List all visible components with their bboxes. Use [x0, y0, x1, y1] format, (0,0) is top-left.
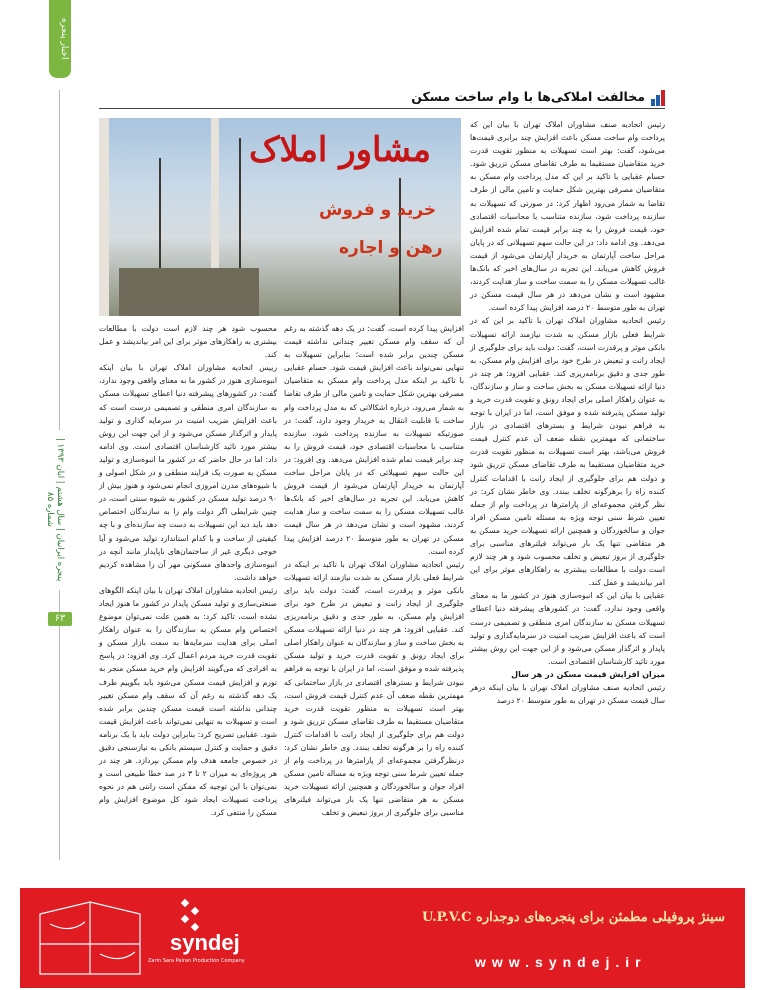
brand-subtitle: Zarin Sara Pairan Production Company — [148, 958, 245, 964]
article-column-right — [470, 118, 665, 707]
bar-chart-icon — [651, 90, 665, 106]
paragraph: افزایش پیدا کرده است، گفت: در یک دهه گذشته به رغم آن که سقف وام مسکن تغییر چندانی نداشته قیمت مسکن چندین برابر شده است؛ بنابراین تسهیلات به تنهایی نمی‌تواند باعث افزایش قیمت شود. حسام عقبایی با تاکید بر اینکه مدل پرداخت وام مسکن به متقاضیان مصرفی بهترین شکل حمایت و تامین مالی از طرف تقاضا به شمار می‌رود، درباره اشکالاتی که به مدل پرداخت وام ساخت با قابلیت انتقال به خریدار وجود دارد، گفت: در صورتیکه تسهیلات به سازنده پرداخت شود، سازنده متناسب با محاسبات اقتصادی خود، قیمت فروش را به چند برابر قیمت تمام شده افزایش می‌دهد. وی افزود: در این حالت سهم تسهیلاتی که در پایان مراحل ساخت آپارتمان به خریدار آپارتمان می‌شود از قیمت فروش کاهش می‌یابد. این تجربه در سال‌های اخیر که بانک‌ها غالب تسهیلات مسکن را به سمت ساخت و ساز هدایت کردند، مشهود است و نشان می‌دهد در هر سال قیمت مسکن در تهران به طور متوسط ۲۰ درصد افزایش پیدا کرده است. — [284, 324, 465, 556]
section-tab — [49, 0, 71, 78]
article-title-bar — [411, 88, 665, 108]
paragraph: رئیس اتحادیه صنف مشاوران املاک تهران با بیان این که پرداخت وام ساخت مسکن باعث افزایش چند برابری قیمت‌ها می‌شود، گفت: بهتر است تسهیلات به منظور تقویت قدرت خرید متقاضیان مستقیما به طرف تقاضای مسکن تزریق شود. حسام عقبایی با تاکید بر این که مدل پرداخت وام مسکن به متقاضیان مصرفی بهترین شکل حمایت و تامین مالی از طرف تقاضا به شمار می‌رود اظهار کرد: در صورتی که تسهیلات به سازنده پرداخت شود، سازنده متناسب با محاسبات اقتصادی خود، قیمت فروش را به چند برابر قیمت تمام شده افزایش می‌دهد. وی ادامه داد: در این حالت سهم تسهیلاتی که در پایان مراحل ساخت آپارتمان به خریدار آپارتمان می‌شود از قیمت فروش کاهش می‌یابد. این تجربه در سال‌های اخیر که بانک‌ها غالب تسهیلات مسکن را به سمت ساخت و ساز هدایت کردند، مشهود است و نشان می‌دهد در هر سال قیمت مسکن در تهران به طور متوسط ۲۰ درصد افزایش پیدا کرده است. — [470, 120, 665, 313]
paragraph: محسوب شود هر چند لازم است دولت با مطالعات بیشتری به راهکارهای موثر برای این امر بیاندیشد و عمل کند. — [99, 324, 277, 360]
paragraph: رئیس اتحادیه مشاوران املاک تهران با تاکید بر این که در شرایط فعلی بازار مسکن به شدت نیازمند ارائه تسهیلات بانکی موثر و پرقدرت است، گفت: دولت باید برای جلوگیری از ایجاد رانت و تبعیض در طرح خود برای افزایش وام مسکن، به طور جدی و دقیق برنامه‌ریزی کند. عقبایی افزود: هر چند در دنیا ارائه تسهیلات مسکن به بخش ساخت و ساز و سازندگان، به عنوان راهکار اصلی برای ایجاد رونق و تقویت قدرت خرید و تولید مسکن پذیرفته شده و موفق است، اما در ایران با توجه به فراهم نبودن شرایط و بسترهای اقتصادی در بازار ساختمانی که مهمترین نقطه ضعف آن عدم کنترل قیمت فروش می‌باشد، بهتر است تسهیلات به منظور تقویت قدرت خرید متقاضیان مستقیما به طرف تقاضای مسکن تزریق شود و دولت هم برای جلوگیری از ایجاد رانت با اقدامات کنترل کننده راه را برهرگونه تخلف ببندد. وی خاطر نشان کرد: در نظر گرفتن مجموعه‌ای از پارامترها در پرداخت وام از جمله تعیین شرط سنی توجه ویژه به مسئله تامین مسکن افراد جوان و سالخوردگان و همچنین ارائه تسهیلات خرید مسکن به هر متقاضی تنها یک بار می‌تواند فیلترهای مناسبی برای جلوگیری از بروز تبعیض و تخلف محسوب شود و هر چند لازم است دولت با مطالعات بیشتری به راهکارهای موثر برای این امر بیاندیشد و عمل کند. — [470, 316, 665, 588]
ad-website-link[interactable]: www.syndej.ir — [475, 954, 647, 970]
title-divider — [99, 108, 665, 109]
article-title: مخالفت املاکی‌ها با وام ساخت مسکن — [411, 89, 645, 104]
ad-slogan: سینژ پروفیلی مطمئن برای پنجره‌های دوجداره U.P.V.C — [421, 910, 725, 925]
article-column-middle — [284, 322, 464, 820]
paragraph: رییس اتحادیه مشاوران املاک تهران با بیان اینکه انبوه‌سازی هنوز در کشور ما به معنای واقعی وجود ندارد، گفت: در کشورهای پیشرفته دنیا اعطای تسهیلات مسکن به سازندگان امری منطقی و تصمیمی درست است که باعث افزایش ضریب امنیت در سرمایه گذاری و تولید پایدار و اثرگذار مسکن می‌شود و از این جهت این روش بیشتر مورد تائید کارشناسان اقتصادی است. وی ادامه داد: اما در حال حاضر که در کشور ما انبوه‌سازی و تولید مسکن به صورت یک فرایند منطقی و در شکل اصولی و با شیوه‌های مدرن امروزی انجام نمی‌شود و هنوز بیش از ۹۰ درصد تولید مسکن در کشور به شیوه سنتی است، در چنین شرایطی اگر دولت وام را به سازندگان اختصاص دهد باید دید این تسهیلات به دست چه سازنده‌ای و با چه کیفیتی از ساخت و با کدام استاندارد تولید می‌شود و آیا خوجی دیگری غیر از ساختمان‌های ناپایدار مانند آنچه در انبوه‌سازی واحدهای مسکونی مهر آن را مشاهده کردیم خواهد داشت. — [99, 363, 277, 582]
syndej-advertisement — [20, 888, 745, 988]
window-sketch-icon — [30, 894, 150, 982]
paragraph: رئیس اتحادیه مشاوران املاک تهران با تاکید بر اینکه در شرایط فعلی بازار مسکن به شدت نیازمند ارائه تسهیلات بانکی موثر و پرقدرت است، گفت: دولت باید برای جلوگیری از ایجاد رانت و تبعیض در طرح خود برای افزایش وام مسکن، به طور جدی و دقیق برنامه‌ریزی کند. عقبایی افزود: هر چند در دنیا ارائه تسهیلات مسکن به بخش ساخت و ساز و سازندگان به عنوان راهکار اصلی برای ایجاد رونق و تقویت قدرت خرید و تولید مسکن پذیرفته شده و موفق است، اما در ایران با توجه به فراهم نبودن شرایط و بسترهای اقتصادی در بازار ساختمانی که مهمترین نقطه ضعف آن عدم کنترل قیمت فروش است، بهتر است تسهیلات به منظور تقویت قدرت خرید متقاضیان مستقیما به طرف تقاضای مسکن تزریق شود و دولت هم برای جلوگیری از ایجاد رانت با اقدامات کنترل کننده راه را بر هرگونه تخلف ببندد. وی خاطر نشان کرد: درنظرگرفتن مجموعه‌ای از پارامترها در پرداخت وام از جمله تعیین شرط سنی توجه ویژه به مساله تامین مسکن افراد جوان و سالخوردگان و همچنین ارائه تسهیلات خرید مسکن به هر متقاضی تنها یک بار می‌تواند فیلترهای مناسبی برای جلوگیری از بروز تبعیض و تخلف — [284, 559, 464, 818]
paragraph: عقبایی با بیان این که انبوه‌سازی هنوز در کشور ما به معنای واقعی وجود ندارد، گفت: در کشورهای پیشرفته دنیا اعطای تسهیلات مسکن به سازندگان امری منطقی و تصمیمی درست است که باعث افزایش ضریب امنیت در سرمایه‌گذاری و تولید پایدار و اثرگذار مسکن می‌شود و از این جهت این روش بیشتر مورد تائید کارشناسان اقتصادی است. — [470, 591, 665, 666]
brand-name: syndej — [170, 930, 240, 955]
article-photo — [99, 118, 461, 316]
sign-line-2: خرید و فروش — [319, 200, 437, 220]
syndej-logo-icon — [180, 898, 208, 932]
sign-main-text: مشاور املاک — [249, 130, 431, 170]
paragraph: رئیس اتحادیه صنف مشاوران املاک تهران با بیان اینکه درهر سال قیمت مسکن در تهران به طور متوسط ۲۰ درصد — [470, 683, 665, 706]
article-subheading: میزان افزایش قیمت مسکن در هر سال — [511, 669, 665, 679]
article-column-left — [99, 322, 277, 820]
sign-line-3: رهن و اجاره — [339, 238, 443, 258]
section-tab-label: اخبار پنجره — [59, 18, 69, 60]
shop-awning — [119, 268, 259, 316]
window-frame — [99, 118, 109, 316]
page-number: ۶۳ — [48, 612, 72, 626]
paragraph: رئیس اتحادیه مشاوران املاک تهران با بیان اینکه الگوهای صنعتی‌سازی و تولید مسکن پایدار در کشور ما هنوز ایجاد نشده است، تاکید کرد: به همین علت نمی‌توان موضوع اختصاص وام مسکن به سازندگان را به عنوان راهکار اصلی برای هدایت سرمایه‌ها به سمت بازار مسکن و تقویت قدرت خرید مردم اعمال کرد. وی افزود: در پاسخ به افرادی که می‌گویند افزایش وام خرید مسکن منجر به تورم و افزایش قیمت مسکن می‌شود باید بگوییم ظرف یک دهه گذشته به رغم آن که سقف وام مسکن تغییر چندانی نداشته است قیمت مسکن چندین برابر شده است و تسهیلات به تنهایی نمی‌تواند باعث افزایش قیمت شود. عقبایی تصریح کرد: بنابراین دولت باید با یک برنامه دقیق و حمایت و کنترل سیستم بانکی به نیازسنجی دقیق در خصوص جامعه هدف وام مسکن بپردازد. هر چند در هر پروژه‌ای به میزان ۲ تا ۳ در صد خطا طبیعی است و نمی‌توان با این توجیه که ممکن است رانتی هم در نحوه پرداخت تسهیلات ایجاد شود کل موضوع افزایش وام مسکن را منتفی کرد. — [99, 585, 277, 818]
issue-info: پنجره ایرانیان | سال هشتم | ابان ۱۳۹۳ | شماره ۸۵ — [45, 430, 65, 590]
